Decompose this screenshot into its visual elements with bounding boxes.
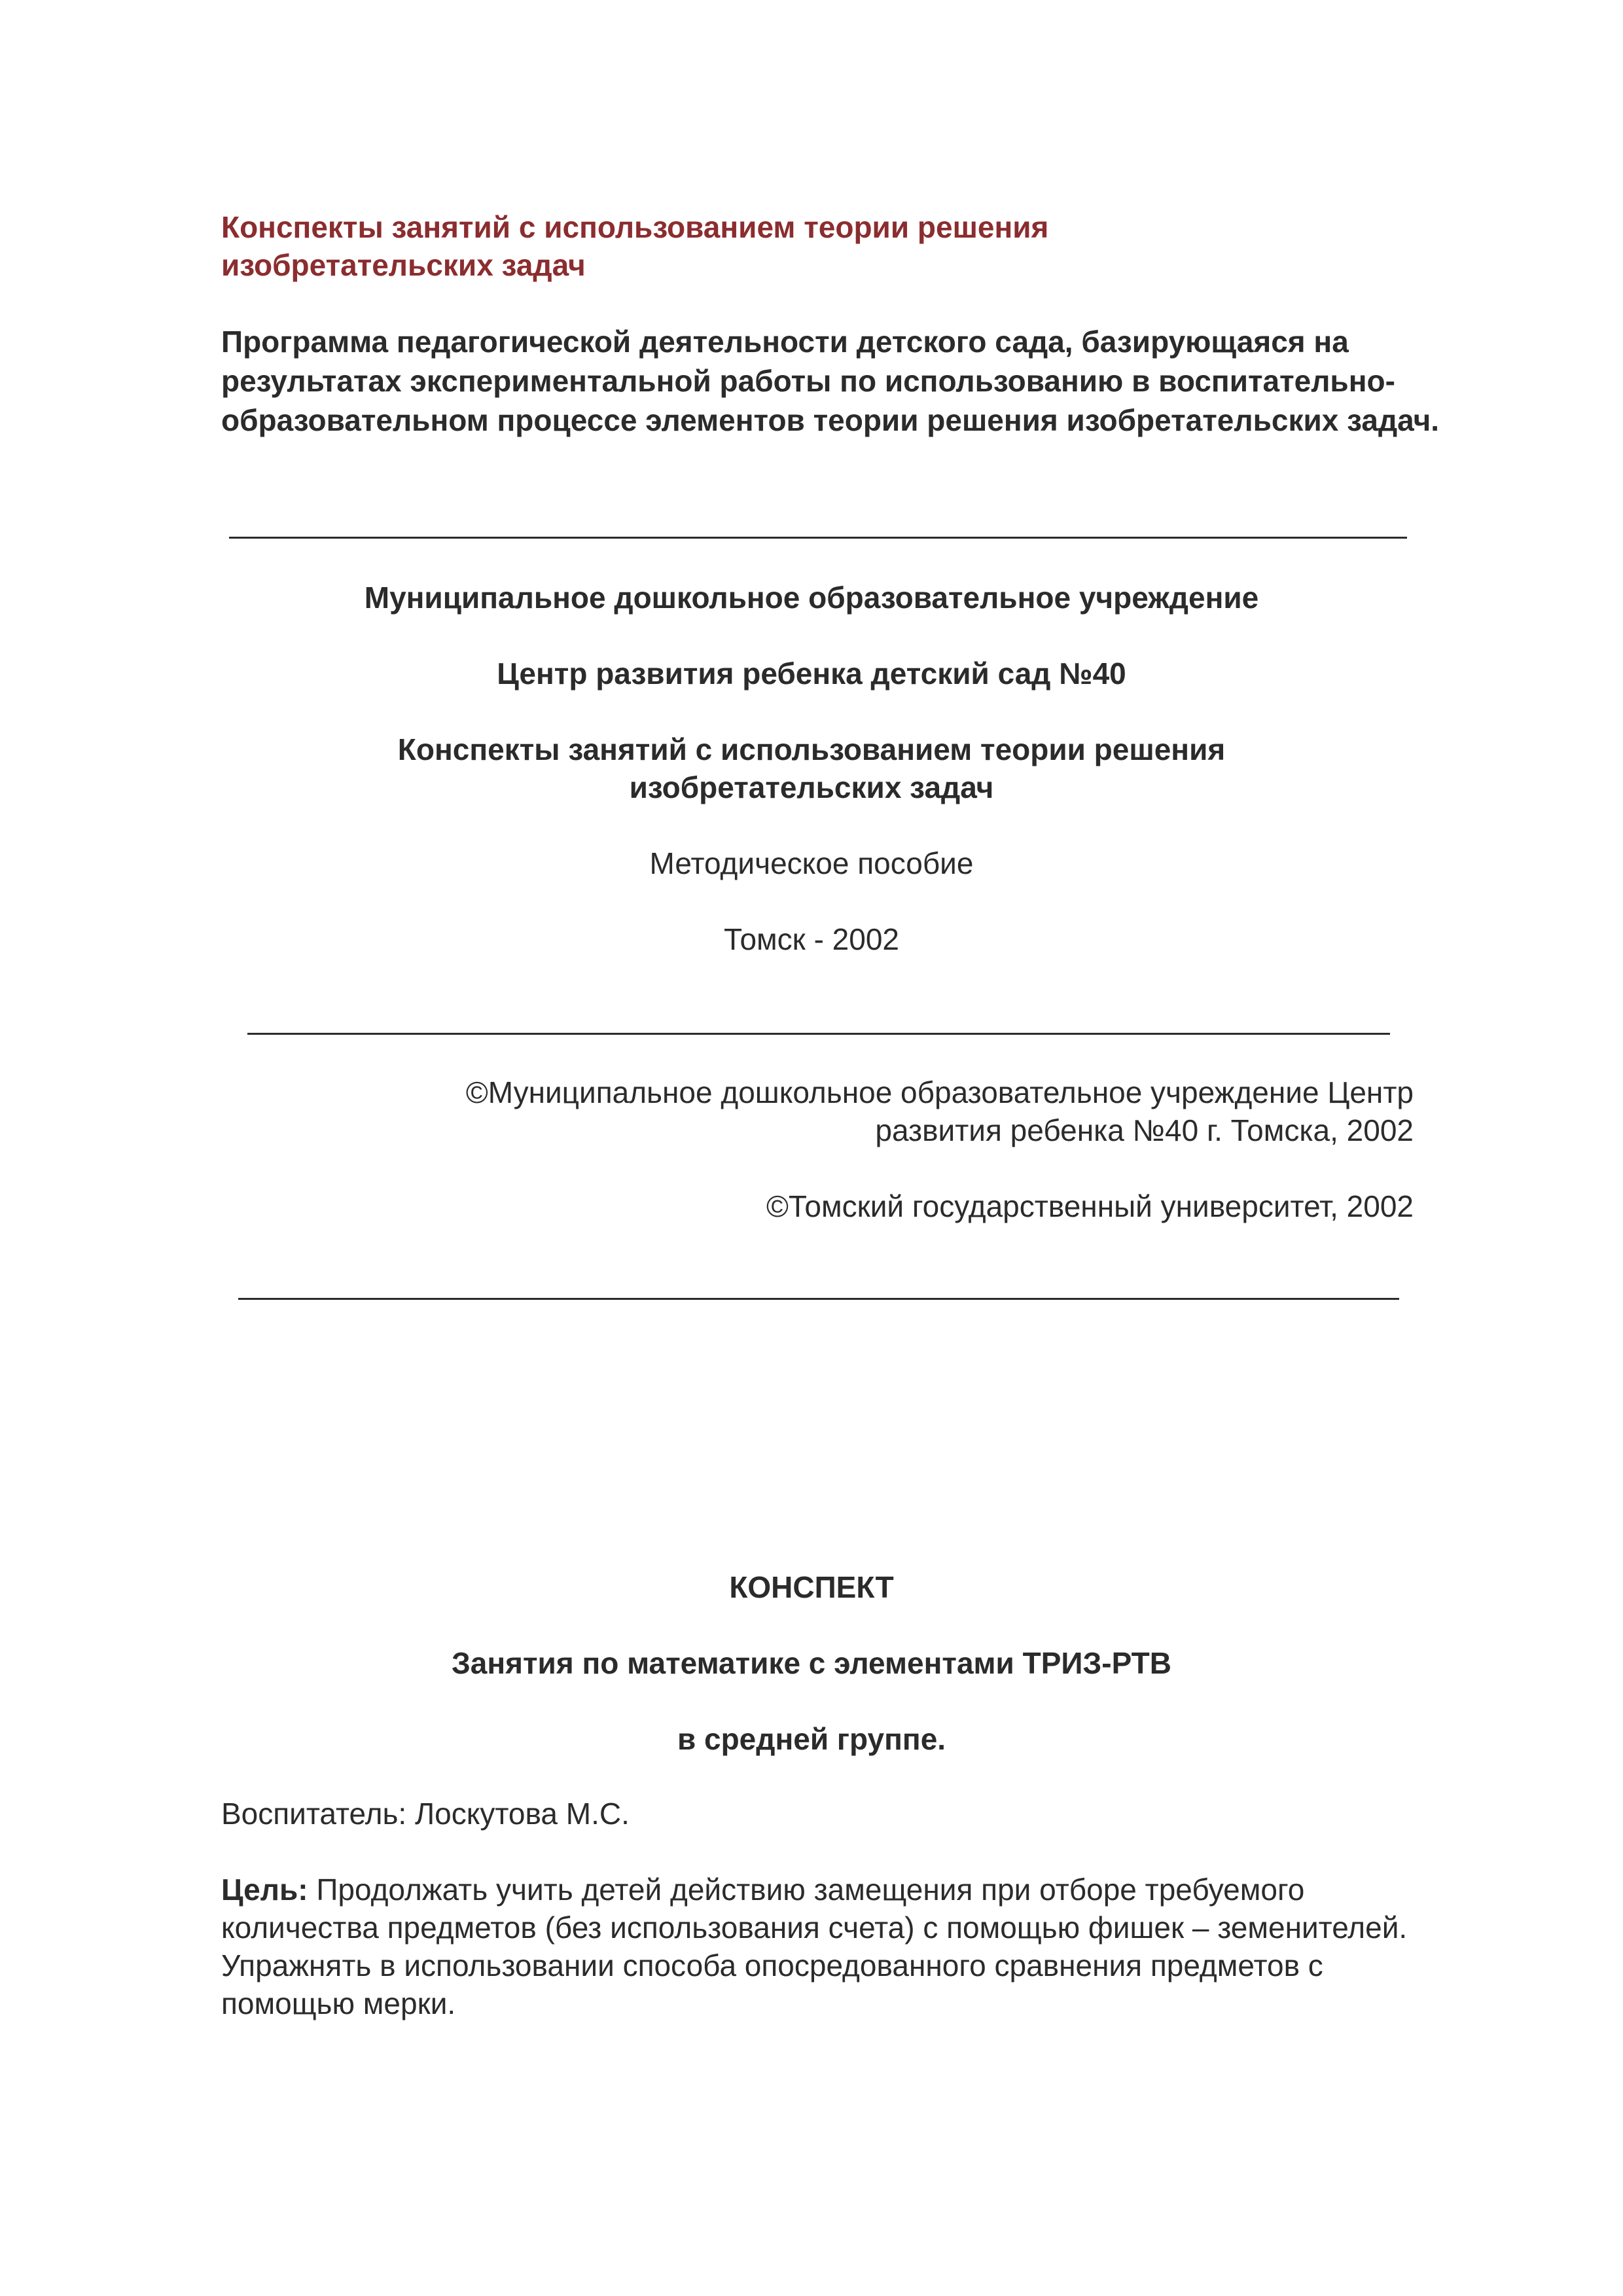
goal-paragraph — [221, 1871, 1432, 2022]
divider-line — [238, 1298, 1399, 1300]
book-title-line-2: изобретательских задач — [629, 770, 994, 804]
goal-label: Цель: — [221, 1873, 308, 1907]
book-title-line-1: Конспекты занятий с использованием теории решения — [397, 732, 1226, 766]
lesson-subheading: Занятия по математике с элементами ТРИЗ-РТВ — [451, 1646, 1171, 1680]
divider-line — [229, 537, 1407, 539]
lesson-group: в средней группе. — [677, 1722, 946, 1756]
center-name: Центр развития ребенка детский сад №40 — [497, 656, 1126, 691]
document-title: Конспекты занятий с использованием теории решения изобретательских задач — [221, 210, 1049, 282]
lesson-heading: КОНСПЕКТ — [729, 1570, 894, 1604]
copyright-line-1b: развития ребенка №40 г. Томска, 2002 — [875, 1113, 1414, 1147]
book-genre: Методическое пособие — [649, 846, 974, 880]
copyright-line-2: ©Томский государственный университет, 2002 — [766, 1189, 1414, 1223]
place-year: Томск - 2002 — [723, 922, 900, 956]
copyright-line-1a: ©Муниципальное дошкольное образовательное учреждение Центр — [465, 1075, 1414, 1109]
institution-name: Муниципальное дошкольное образовательное учреждение — [364, 581, 1259, 615]
document-lead: Программа педагогической деятельности детского сада, базирующаяся на результатах экспериментальной работы по использованию в воспитательно-образовательном процессе элементов теории решения изобретательских задач. — [221, 325, 1440, 437]
teacher-line: Воспитатель: Лоскутова М.С. — [221, 1797, 630, 1831]
goal-text: Продолжать учить детей действию замещения при отборе требуемого количества предметов (без использования счета) с помощью фишек – земенителей. Упражнять в использовании способа опосредованного сравнения предметов с помощью мерки. — [221, 1873, 1408, 2020]
divider-line — [247, 1033, 1390, 1035]
